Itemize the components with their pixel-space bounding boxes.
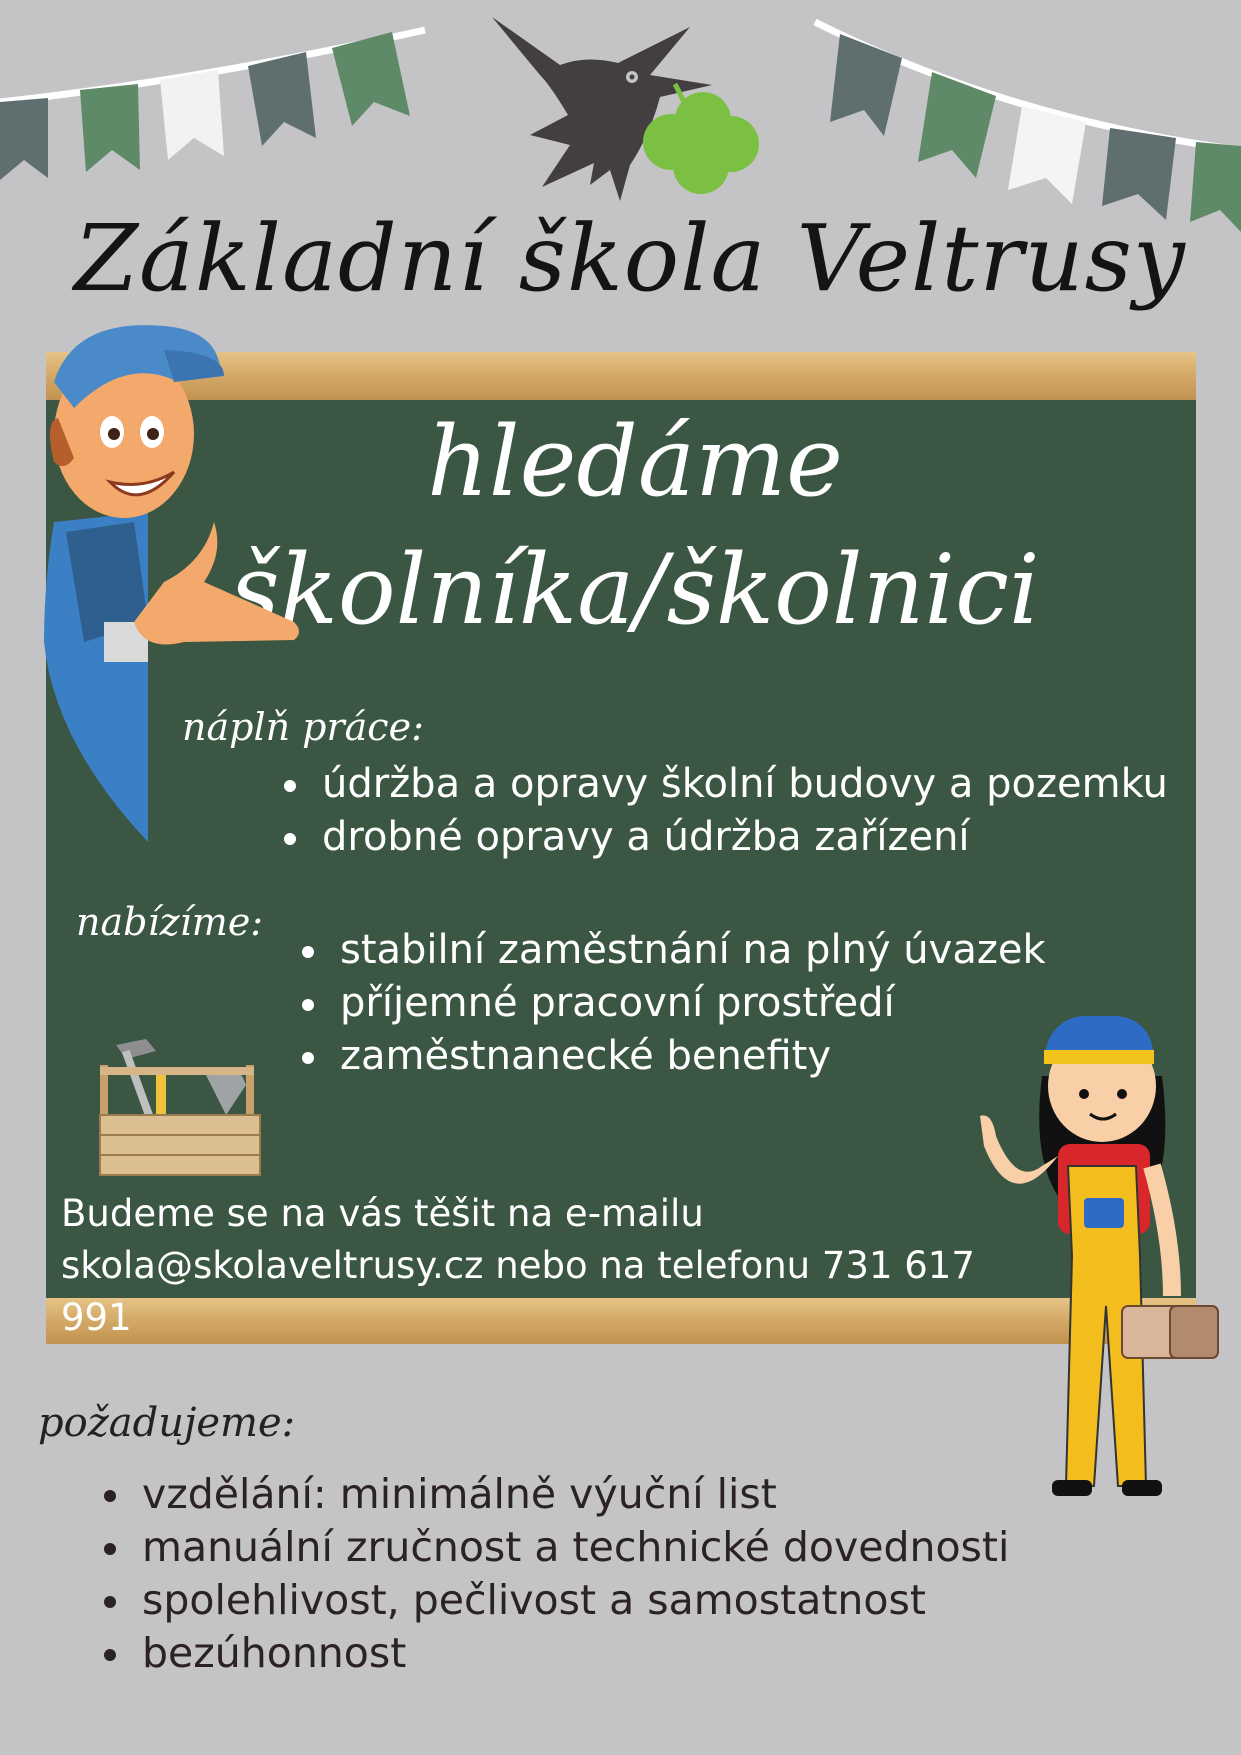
offer-heading: nabízíme: bbox=[76, 900, 264, 944]
list-item: vzdělání: minimálně výuční list bbox=[100, 1468, 1009, 1521]
duties-heading: náplň práce: bbox=[182, 705, 424, 749]
list-item: manuální zručnost a technické dovednosti bbox=[100, 1521, 1009, 1574]
school-title: Základní škola Veltrusy bbox=[74, 205, 1186, 312]
handyman-illustration bbox=[14, 322, 304, 842]
list-item: zaměstnanecké benefity bbox=[298, 1030, 1046, 1083]
requirements-list bbox=[100, 1468, 1009, 1680]
list-item: stabilní zaměstnání na plný úvazek bbox=[298, 924, 1046, 977]
duties-list bbox=[280, 758, 1168, 864]
list-item: údržba a opravy školní budovy a pozemku bbox=[280, 758, 1168, 811]
requirements-heading: požadujeme: bbox=[38, 1400, 296, 1446]
toolbox-illustration bbox=[86, 1035, 276, 1177]
offer-list bbox=[298, 924, 1046, 1083]
contact-text bbox=[61, 1188, 1021, 1344]
list-item: příjemné pracovní prostředí bbox=[298, 977, 1046, 1030]
headline-line2: školníka/školnici bbox=[230, 534, 1040, 646]
clover-icon bbox=[635, 80, 770, 200]
headline-line1: hledáme bbox=[427, 406, 843, 518]
contact-line2: skola@skolaveltrusy.cz nebo na telefonu 731 617 991 bbox=[61, 1244, 975, 1339]
list-item: bezúhonnost bbox=[100, 1627, 1009, 1680]
list-item: drobné opravy a údržba zařízení bbox=[280, 811, 1168, 864]
worker-woman-illustration bbox=[972, 1016, 1222, 1506]
contact-line1: Budeme se na vás těšit na e-mailu bbox=[61, 1192, 704, 1235]
bunting-left bbox=[0, 10, 440, 210]
list-item: spolehlivost, pečlivost a samostatnost bbox=[100, 1574, 1009, 1627]
